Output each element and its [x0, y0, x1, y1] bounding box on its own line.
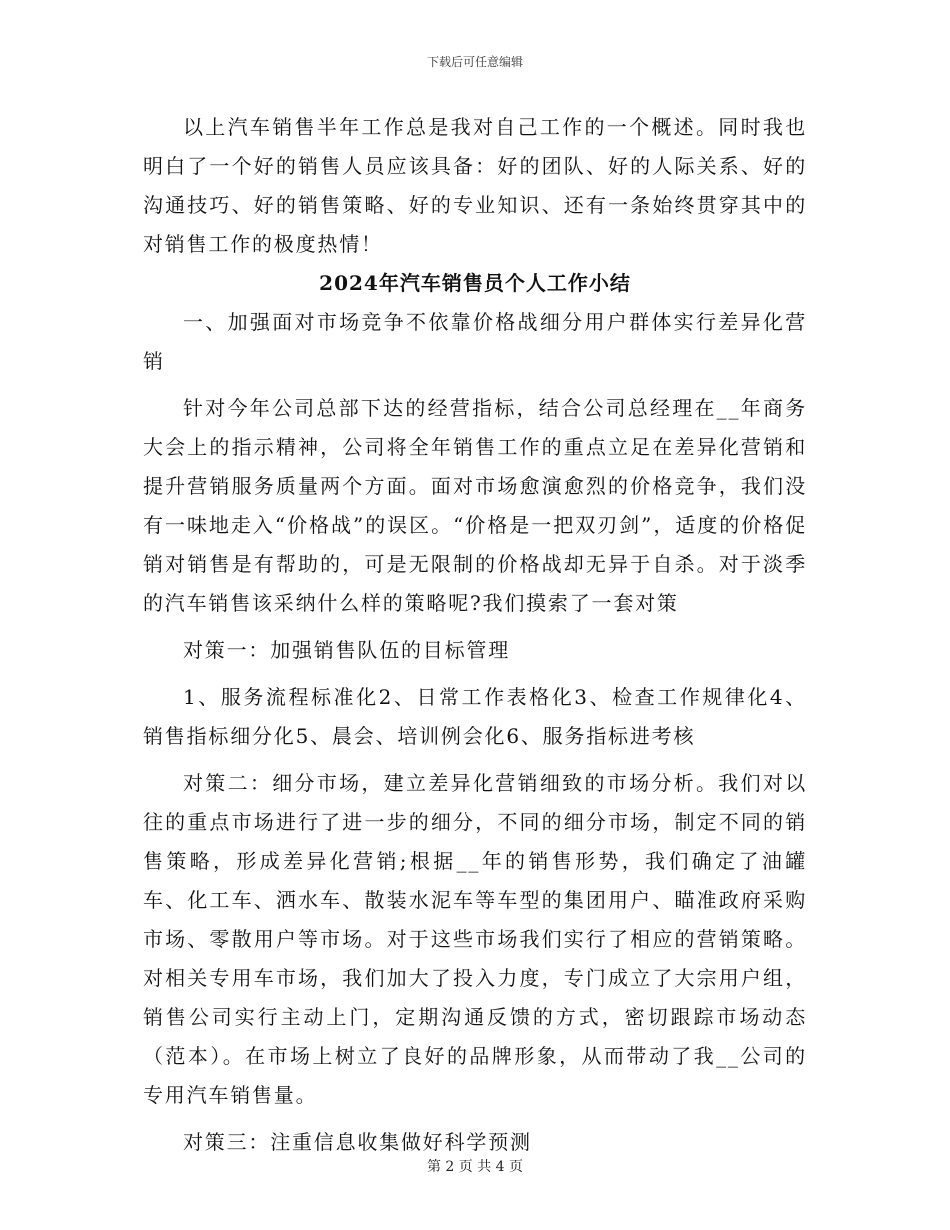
page-header-note: 下载后可任意编辑	[426, 55, 523, 69]
document-body	[143, 108, 807, 1162]
paragraph-strategy-1-items: 1、服务流程标准化2、日常工作表格化3、检查工作规律化4、销售指标细分化5、晨会、培训例会化6、服务指标进考核	[143, 685, 807, 748]
paragraph-summary: 以上汽车销售半年工作总是我对自己工作的一个概述。同时我也明白了一个好的销售人员应该具备：好的团队、好的人际关系、好的沟通技巧、好的销售策略、好的专业知识、还有一条始终贯穿其中的对销售工作的极度热情！	[143, 115, 807, 256]
page-number: 第 2 页 共 4 页	[426, 1159, 524, 1175]
paragraph-strategy-2: 对策二：细分市场，建立差异化营销细致的市场分析。我们对以往的重点市场进行了进一步的细分，不同的细分市场，制定不同的销售策略，形成差异化营销;根据__年的销售形势，我们确定了油罐车、化工车、洒水车、散装水泥车等车型的集团用户、瞄准政府采购市场、零散用户等市场。对于这些市场我们实行了相应的营销策略。对相关专用车市场，我们加大了投入力度，专门成立了大宗用户组，销售公司实行主动上门，定期沟通反馈的方式，密切跟踪市场动态（范本）。在市场上树立了良好的品牌形象，从而带动了我__公司的专用汽车销售量。	[143, 771, 807, 1107]
paragraph-heading-1: 一、加强面对市场竞争不依靠价格战细分用户群体实行差异化营销	[143, 310, 807, 373]
paragraph-strategy-3: 对策三：注重信息收集做好科学预测	[183, 1130, 532, 1154]
paragraph-strategy-1: 对策一：加强销售队伍的目标管理	[183, 638, 510, 662]
paragraph-context: 针对今年公司总部下达的经营指标，结合公司总经理在__年商务大会上的指示精神，公司将全年销售工作的重点立足在差异化营销和提升营销服务质量两个方面。面对市场愈演愈烈的价格竞争，我们没有一味地走入“价格战”的误区。“价格是一把双刃剑”，适度的价格促销对销售是有帮助的，可是无限制的价格战却无异于自杀。对于淡季的汽车销售该采纳什么样的策略呢?我们摸索了一套对策	[143, 396, 807, 615]
section-title: 2024年汽车销售员个人工作小结	[319, 271, 631, 295]
